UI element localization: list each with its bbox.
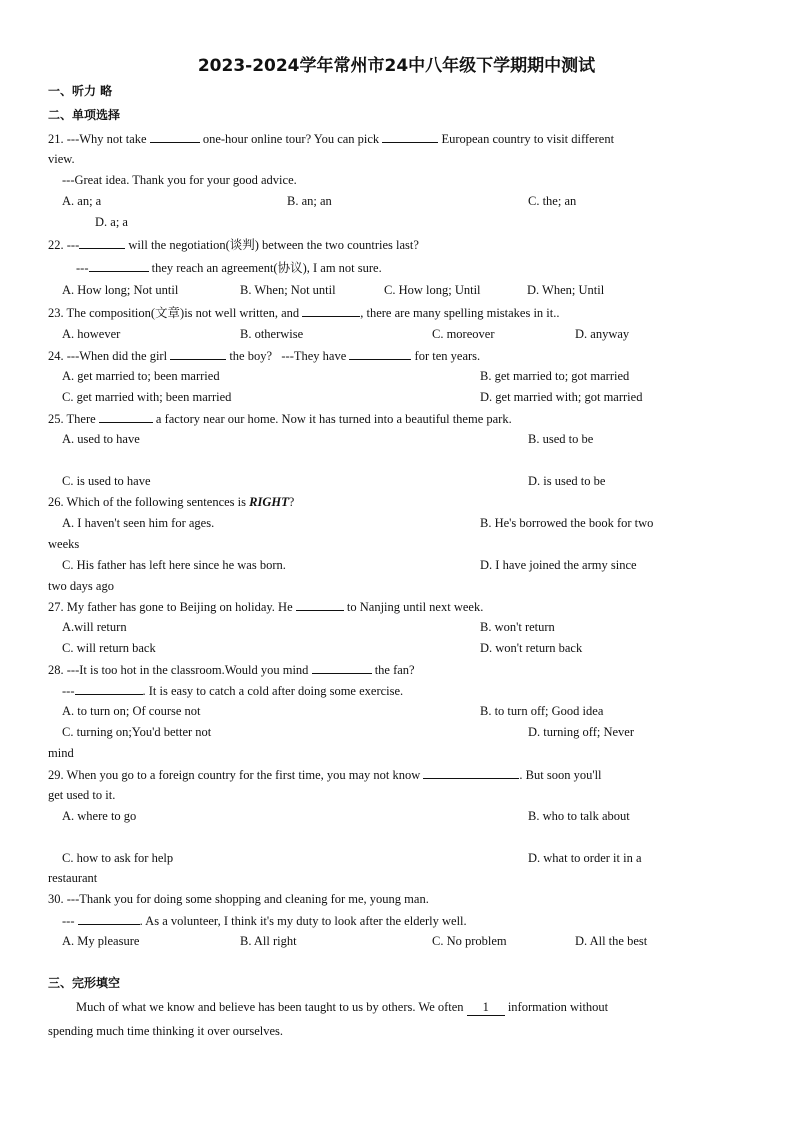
option-25-d: D. is used to be xyxy=(528,474,606,488)
answer-blank xyxy=(423,766,519,779)
option-26-d-cont: two days ago xyxy=(48,579,114,593)
answer-blank xyxy=(296,598,344,611)
question-30-reply: --- . As a volunteer, I think it's my duty to look after the elderly well. xyxy=(62,914,467,928)
option-26-d: D. I have joined the army since xyxy=(480,558,637,572)
option-22-a: A. How long; Not until xyxy=(62,283,179,297)
option-27-c: C. will return back xyxy=(62,641,156,655)
question-22: 22. --- will the negotiation(谈判) between the two countries last? xyxy=(48,238,419,252)
cloze-line-2: spending much time thinking it over ourselves. xyxy=(48,1024,284,1038)
option-28-a: A. to turn on; Of course not xyxy=(62,704,201,718)
option-27-d: D. won't return back xyxy=(480,641,583,655)
question-24: 24. ---When did the girl the boy? ---They have for ten years. xyxy=(48,349,481,363)
option-28-b: B. to turn off; Good idea xyxy=(480,704,604,718)
cloze-line-1: Much of what we know and believe has been taught to us by others. We often 1 information without xyxy=(76,1000,609,1014)
emphasis-right: RIGHT xyxy=(249,495,289,509)
option-29-d: D. what to order it in a xyxy=(528,851,642,865)
question-29: 29. When you go to a foreign country for the first time, you may not know . But soon you'll xyxy=(48,768,602,782)
question-29-cont: get used to it. xyxy=(48,788,116,802)
option-27-a: A.will return xyxy=(62,620,127,634)
option-23-b: B. otherwise xyxy=(240,327,304,341)
option-21-a: A. an; a xyxy=(62,194,102,208)
option-30-d: D. All the best xyxy=(575,934,648,948)
option-29-d-cont: restaurant xyxy=(48,871,98,885)
option-23-d: D. anyway xyxy=(575,327,630,341)
question-27: 27. My father has gone to Beijing on holiday. He to Nanjing until next week. xyxy=(48,600,484,614)
answer-blank xyxy=(150,130,200,143)
option-24-b: B. get married to; got married xyxy=(480,369,630,383)
option-23-a: A. however xyxy=(62,327,121,341)
option-26-c: C. His father has left here since he was born. xyxy=(62,558,286,572)
question-28: 28. ---It is too hot in the classroom.Would you mind the fan? xyxy=(48,663,415,677)
question-28-reply: --- . It is easy to catch a cold after doing some exercise. xyxy=(62,684,404,698)
question-22-reply: --- they reach an agreement(协议), I am not sure. xyxy=(76,261,382,275)
option-25-a: A. used to have xyxy=(62,432,140,446)
answer-blank xyxy=(382,130,438,143)
option-24-c: C. get married with; been married xyxy=(62,390,232,404)
option-29-a: A. where to go xyxy=(62,809,137,823)
option-22-c: C. How long; Until xyxy=(384,283,481,297)
option-21-b: B. an; an xyxy=(287,194,332,208)
option-22-d: D. When; Until xyxy=(527,283,605,297)
option-29-b: B. who to talk about xyxy=(528,809,630,823)
section-single-choice: 二、单项选择 xyxy=(48,108,121,122)
option-22-b: B. When; Not until xyxy=(240,283,336,297)
answer-blank xyxy=(170,347,226,360)
answer-blank xyxy=(99,410,153,423)
question-21-reply: ---Great idea. Thank you for your good advice. xyxy=(62,173,297,187)
question-30: 30. ---Thank you for doing some shopping and cleaning for me, young man. xyxy=(48,892,429,906)
option-26-b-cont: weeks xyxy=(48,537,80,551)
option-25-b: B. used to be xyxy=(528,432,594,446)
answer-blank xyxy=(75,682,143,695)
question-21-cont: view. xyxy=(48,152,75,166)
answer-blank xyxy=(312,661,372,674)
option-26-b: B. He's borrowed the book for two xyxy=(480,516,654,530)
option-26-a: A. I haven't seen him for ages. xyxy=(62,516,215,530)
cloze-blank-1: 1 xyxy=(467,999,505,1016)
answer-blank xyxy=(89,259,149,272)
option-28-c: C. turning on;You'd better not xyxy=(62,725,212,739)
option-30-a: A. My pleasure xyxy=(62,934,140,948)
option-28-d-cont: mind xyxy=(48,746,74,760)
option-21-d: D. a; a xyxy=(95,215,128,229)
option-24-d: D. get married with; got married xyxy=(480,390,643,404)
section-cloze: 三、完形填空 xyxy=(48,976,121,990)
option-23-c: C. moreover xyxy=(432,327,495,341)
option-27-b: B. won't return xyxy=(480,620,555,634)
section-listening: 一、听力 略 xyxy=(48,84,113,98)
option-30-b: B. All right xyxy=(240,934,297,948)
question-25: 25. There a factory near our home. Now it has turned into a beautiful theme park. xyxy=(48,412,512,426)
answer-blank xyxy=(78,912,140,925)
question-26: 26. Which of the following sentences is RIGHT? xyxy=(48,495,295,509)
answer-blank xyxy=(349,347,411,360)
question-23: 23. The composition(文章)is not well written, and , there are many spelling mistakes in it.. xyxy=(48,306,560,320)
option-28-d: D. turning off; Never xyxy=(528,725,634,739)
answer-blank xyxy=(302,304,360,317)
option-24-a: A. get married to; been married xyxy=(62,369,220,383)
page-title: 2023-2024学年常州市24中八年级下学期期中测试 xyxy=(197,56,596,76)
question-21: 21. ---Why not take one-hour online tour? You can pick European country to visit different xyxy=(48,132,615,146)
option-25-c: C. is used to have xyxy=(62,474,151,488)
option-29-c: C. how to ask for help xyxy=(62,851,174,865)
answer-blank xyxy=(79,236,125,249)
option-30-c: C. No problem xyxy=(432,934,507,948)
option-21-c: C. the; an xyxy=(528,194,577,208)
